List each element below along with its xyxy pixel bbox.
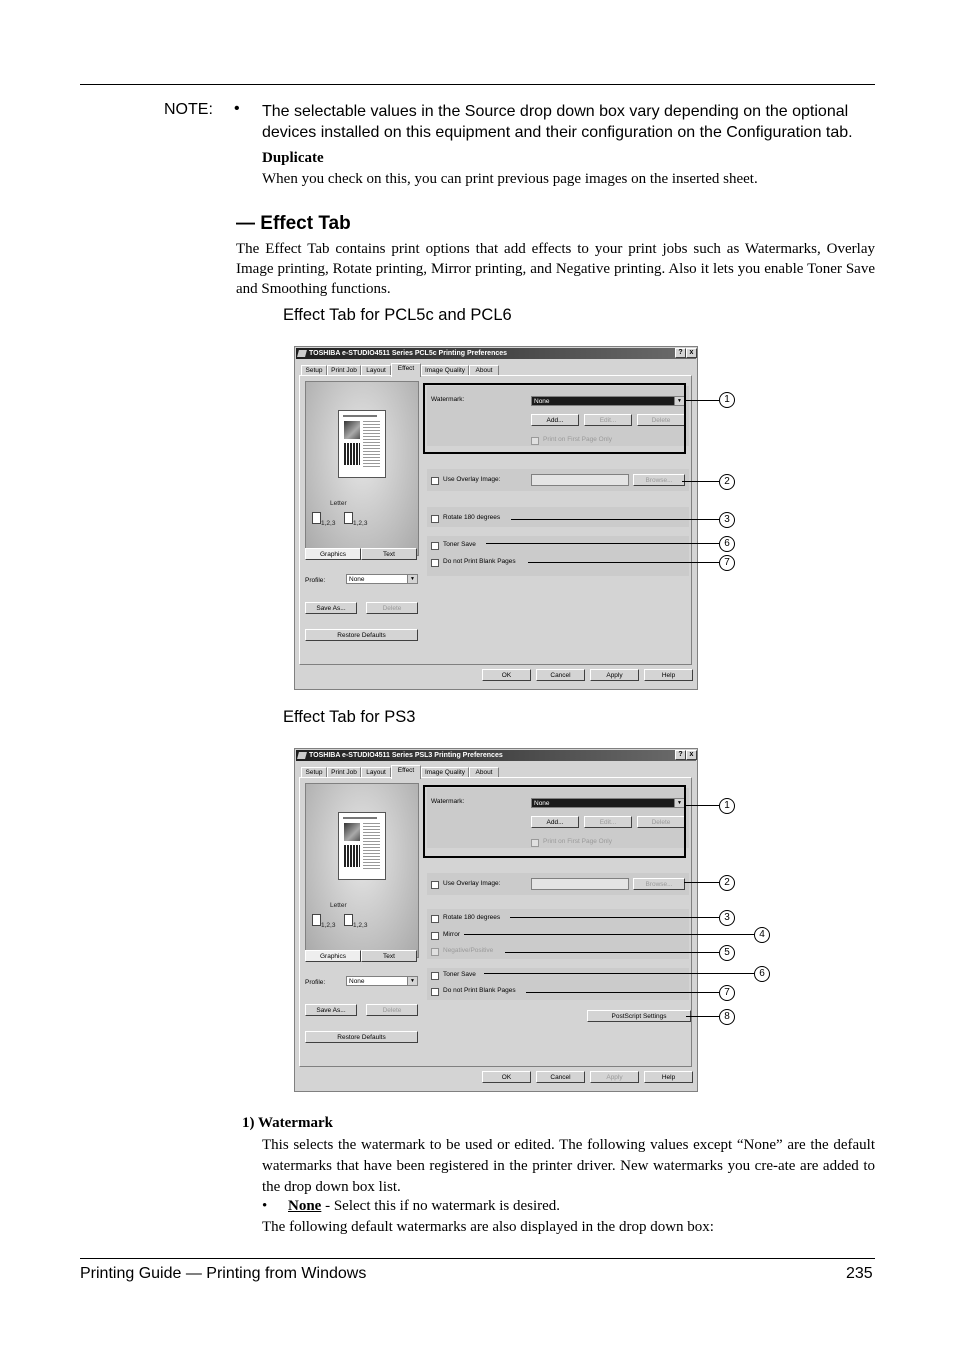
restore-defaults-button[interactable]: Restore Defaults (305, 629, 418, 641)
note-bullet: • (234, 100, 240, 117)
page-order-label: 1,2,3 (353, 520, 368, 527)
callout-7: 7 (719, 985, 735, 1001)
text-button[interactable]: Text (361, 548, 417, 560)
watermark-follow-text: The following default watermarks are also displayed in the drop down box: (262, 1219, 714, 1235)
callout-line (505, 952, 719, 953)
page-preview (305, 381, 419, 556)
use-overlay-checkbox[interactable] (431, 477, 439, 485)
dialog-title: TOSHIBA e-STUDIO4511 Series PCL5c Printing Preferences (309, 350, 508, 357)
tab-print-job[interactable]: Print Job (327, 767, 361, 778)
edit-watermark-button[interactable]: Edit... (584, 414, 632, 426)
note-label: NOTE: (164, 101, 213, 118)
duplicate-text: When you check on this, you can print previous page images on the inserted sheet. (262, 171, 758, 187)
callout-line (464, 934, 754, 935)
tab-about[interactable]: About (469, 767, 499, 778)
delete-watermark-button[interactable]: Delete (637, 414, 685, 426)
watermark-bullet: • (262, 1198, 268, 1214)
callout-line (685, 805, 719, 806)
callout-line (526, 992, 719, 993)
save-as-button[interactable]: Save As... (305, 602, 357, 614)
profile-label: Profile: (305, 979, 326, 986)
watermark-highlight-box (423, 785, 686, 858)
callout-3: 3 (719, 910, 735, 926)
add-watermark-button[interactable]: Add... (531, 414, 579, 426)
callout-line (511, 519, 719, 520)
watermark-none-item (288, 1198, 560, 1215)
watermark-value: None (534, 800, 550, 807)
negative-positive-checkbox[interactable] (431, 948, 439, 956)
top-rule (80, 84, 875, 85)
page-order-label: 1,2,3 (321, 922, 336, 929)
watermark-body: This selects the watermark to be used or edited. The following values except “None” are the default watermarks that have been registered in the printer driver. New watermarks you cre-ate are added to the drop down box list. (262, 1137, 875, 1195)
watermark-heading: 1) Watermark (242, 1115, 333, 1131)
ok-button[interactable]: OK (482, 1071, 531, 1083)
mirror-label: Mirror (443, 931, 460, 938)
callout-3: 3 (719, 512, 735, 528)
figure2-caption: Effect Tab for PS3 (283, 708, 416, 726)
paper-size-label: Letter (330, 500, 347, 507)
tab-image-quality[interactable]: Image Quality (421, 767, 469, 778)
tab-about[interactable]: About (469, 365, 499, 376)
tab-effect[interactable]: Effect (391, 765, 421, 779)
watermark-none-term: None (288, 1198, 322, 1214)
rotate-180-label: Rotate 180 degrees (443, 914, 501, 921)
use-overlay-checkbox[interactable] (431, 881, 439, 889)
profile-select[interactable] (346, 574, 418, 584)
figure1-caption: Effect Tab for PCL5c and PCL6 (283, 306, 512, 324)
tab-setup[interactable]: Setup (301, 767, 327, 778)
toner-save-label: Toner Save (443, 971, 476, 978)
help-title-button[interactable]: ? (675, 750, 686, 760)
tab-layout[interactable]: Layout (361, 365, 391, 376)
apply-button[interactable]: Apply (590, 1071, 639, 1083)
toner-save-checkbox[interactable] (431, 542, 439, 550)
overlay-file-field[interactable] (531, 878, 629, 890)
effect-tab-body: The Effect Tab contains print options that add effects to your print jobs such as Watermarks, Overlay Image printing, Rotate printing, Mirror printing, and Negative printing. Also it lets you enable Toner Save and Smoothing functions. (236, 241, 875, 297)
callout-line (510, 917, 719, 918)
chevron-down-icon: ▼ (674, 799, 684, 807)
no-blank-pages-checkbox[interactable] (431, 559, 439, 567)
tab-effect[interactable]: Effect (391, 363, 421, 377)
printer-icon (297, 350, 307, 357)
cancel-button[interactable]: Cancel (536, 1071, 585, 1083)
page-order-icon (312, 512, 321, 524)
page-order-icon (344, 512, 353, 524)
preview-page-thumbnail (338, 812, 386, 880)
page-order-label: 1,2,3 (321, 520, 336, 527)
browse-button[interactable]: Browse... (633, 878, 685, 890)
delete-profile-button[interactable]: Delete (366, 1004, 418, 1016)
browse-button[interactable]: Browse... (633, 474, 685, 486)
mirror-checkbox[interactable] (431, 932, 439, 940)
watermark-highlight-box (423, 383, 686, 454)
chevron-down-icon: ▼ (407, 977, 417, 985)
footer-title: Printing Guide — Printing from Windows (80, 1265, 367, 1282)
delete-profile-button[interactable]: Delete (366, 602, 418, 614)
no-blank-pages-checkbox[interactable] (431, 988, 439, 996)
help-button[interactable]: Help (644, 669, 693, 681)
profile-value: None (349, 576, 365, 583)
profile-select[interactable] (346, 976, 418, 986)
delete-watermark-button[interactable]: Delete (637, 816, 685, 828)
page-preview (305, 783, 419, 958)
callout-6: 6 (754, 966, 770, 982)
callout-line (684, 882, 719, 883)
use-overlay-label: Use Overlay Image: (443, 476, 501, 483)
tab-print-job[interactable]: Print Job (327, 365, 361, 376)
close-title-button[interactable]: x (686, 750, 697, 760)
printer-icon (297, 752, 307, 759)
apply-button[interactable]: Apply (590, 669, 639, 681)
callout-line (528, 562, 719, 563)
page-order-icon (344, 914, 353, 926)
chevron-down-icon: ▼ (674, 397, 684, 405)
watermark-label: Watermark: (431, 798, 465, 805)
page-number: 235 (846, 1265, 873, 1282)
rotate-180-checkbox[interactable] (431, 915, 439, 923)
callout-2: 2 (719, 474, 735, 490)
no-blank-pages-label: Do not Print Blank Pages (443, 987, 516, 994)
postscript-settings-button[interactable]: PostScript Settings (587, 1010, 691, 1022)
callout-5: 5 (719, 945, 735, 961)
callout-8: 8 (719, 1009, 735, 1025)
watermark-none-desc: - Select this if no watermark is desired. (321, 1198, 561, 1214)
preview-page-thumbnail (338, 410, 386, 478)
callout-line (686, 1016, 719, 1017)
duplicate-heading: Duplicate (262, 150, 324, 166)
dialog-titlebar (296, 750, 696, 761)
negative-positive-label: Negative/Positive (443, 947, 494, 954)
graphics-button[interactable]: Graphics (305, 950, 361, 962)
callout-1: 1 (719, 798, 735, 814)
use-overlay-label: Use Overlay Image: (443, 880, 501, 887)
callout-6: 6 (719, 536, 735, 552)
ok-button[interactable]: OK (482, 669, 531, 681)
first-page-only-label: Print on First Page Only (543, 838, 612, 845)
paper-size-label: Letter (330, 902, 347, 909)
callout-2: 2 (719, 875, 735, 891)
callout-line (682, 481, 719, 482)
chevron-down-icon: ▼ (407, 575, 417, 583)
first-page-only-label: Print on First Page Only (543, 436, 612, 443)
toner-save-label: Toner Save (443, 541, 476, 548)
note-text: The selectable values in the Source drop down box vary depending on the optional devices installed on this equipment and their configuration on the Configuration tab. (262, 103, 853, 141)
help-button[interactable]: Help (644, 1071, 693, 1083)
add-watermark-button[interactable]: Add... (531, 816, 579, 828)
page-order-label: 1,2,3 (353, 922, 368, 929)
callout-line (484, 973, 754, 974)
rotate-180-label: Rotate 180 degrees (443, 514, 501, 521)
footer-rule (80, 1258, 875, 1259)
close-title-button[interactable]: x (686, 348, 697, 358)
watermark-value: None (534, 398, 550, 405)
no-blank-pages-label: Do not Print Blank Pages (443, 558, 516, 565)
tab-layout[interactable]: Layout (361, 767, 391, 778)
toner-save-checkbox[interactable] (431, 972, 439, 980)
rotate-180-checkbox[interactable] (431, 515, 439, 523)
callout-7: 7 (719, 555, 735, 571)
overlay-file-field[interactable] (531, 474, 629, 486)
watermark-label: Watermark: (431, 396, 465, 403)
dialog-title: TOSHIBA e-STUDIO4511 Series PSL3 Printing Preferences (309, 752, 503, 759)
profile-value: None (349, 978, 365, 985)
callout-1: 1 (719, 392, 735, 408)
effect-tab-heading: — Effect Tab (236, 213, 351, 234)
dialog-titlebar (296, 348, 696, 359)
text-button[interactable]: Text (361, 950, 417, 962)
callout-4: 4 (754, 927, 770, 943)
tab-setup[interactable]: Setup (301, 365, 327, 376)
edit-watermark-button[interactable]: Edit... (584, 816, 632, 828)
callout-line (685, 400, 719, 401)
help-title-button[interactable]: ? (675, 348, 686, 358)
tab-image-quality[interactable]: Image Quality (421, 365, 469, 376)
page-order-icon (312, 914, 321, 926)
profile-label: Profile: (305, 577, 326, 584)
graphics-button[interactable]: Graphics (305, 548, 361, 560)
save-as-button[interactable]: Save As... (305, 1004, 357, 1016)
callout-line (486, 543, 719, 544)
restore-defaults-button[interactable]: Restore Defaults (305, 1031, 418, 1043)
cancel-button[interactable]: Cancel (536, 669, 585, 681)
